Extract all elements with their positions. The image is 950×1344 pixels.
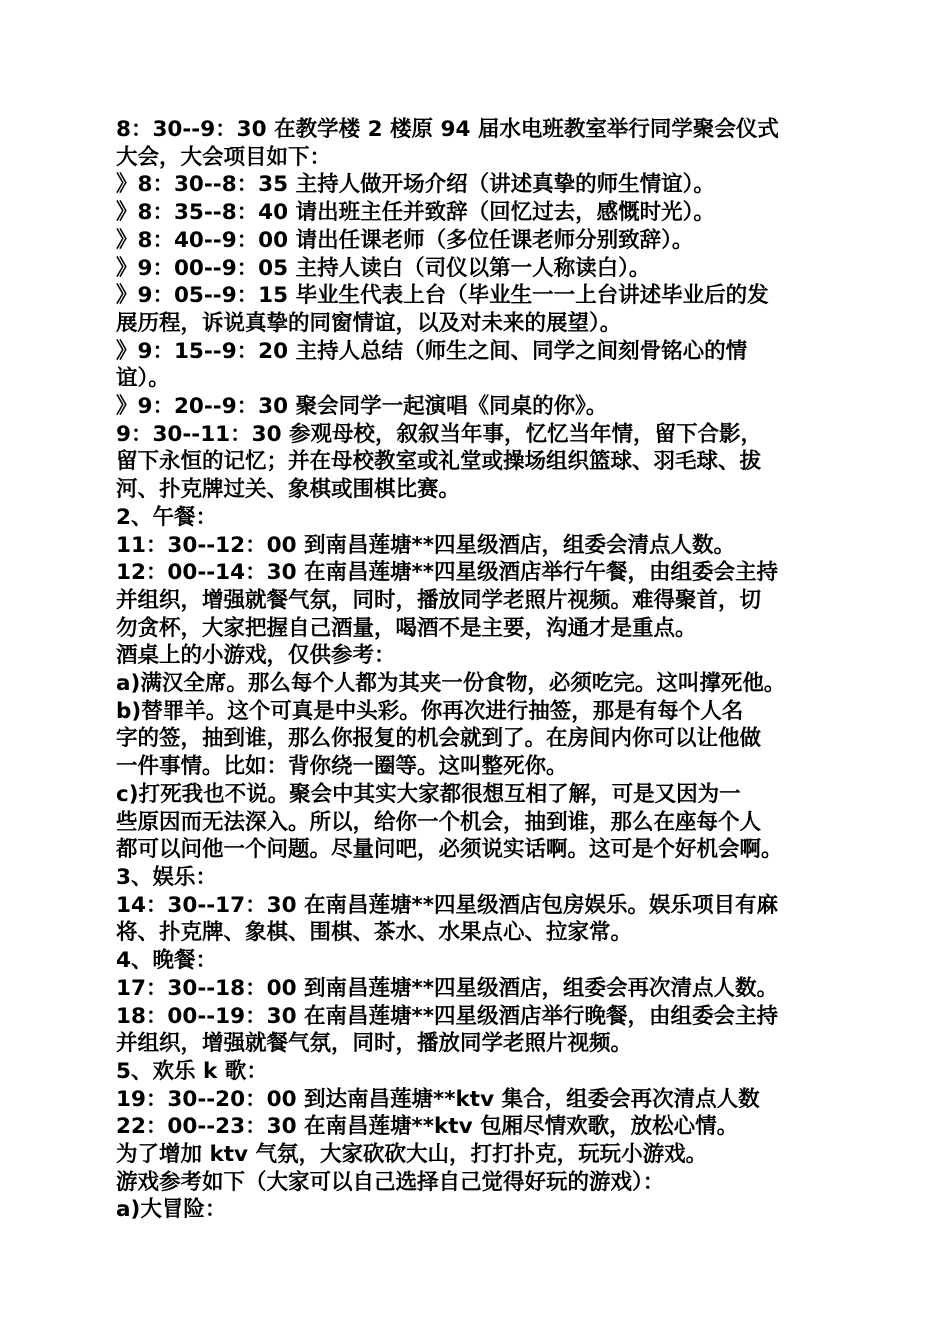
text-line: 》9：05--9：15 毕业生代表上台（毕业生一一上台讲述毕业后的发	[116, 283, 769, 309]
text-line: 19：30--20：00 到达南昌莲塘**ktv 集合，组委会再次清点人数	[116, 1086, 760, 1112]
text-line: 河、扑克牌过关、象棋或围棋比赛。	[116, 477, 461, 503]
text-line: 》9：20--9：30 聚会同学一起演唱《同桌的你》。	[116, 394, 608, 420]
text-line: 大会，大会项目如下：	[116, 144, 332, 170]
text-line: 酒桌上的小游戏，仅供参考：	[116, 643, 396, 669]
text-line: 并组织，增强就餐气氛，同时，播放同学老照片视频。难得聚首，切	[116, 587, 762, 613]
section-heading: 5、欢乐 k 歌：	[116, 1058, 268, 1084]
text-line: 》9：15--9：20 主持人总结（师生之间、同学之间刻骨铭心的情	[116, 338, 748, 364]
text-line: 字的签，抽到谁，那么你报复的机会就到了。在房间内你可以让他做	[116, 726, 762, 752]
text-line: b)替罪羊。这个可真是中头彩。你再次进行抽签，那是有每个人名	[116, 698, 744, 724]
text-line: 22：00--23：30 在南昌莲塘**ktv 包厢尽情欢歌，放松心情。	[116, 1114, 739, 1140]
text-line: 为了增加 ktv 气氛，大家砍砍大山，打打扑克，玩玩小游戏。	[116, 1142, 708, 1168]
text-line: 展历程，诉说真挚的同窗情谊，以及对未来的展望）。	[116, 310, 622, 336]
text-line: 将、扑克牌、象棋、围棋、茶水、水果点心、拉家常。	[116, 920, 633, 946]
text-line: c)打死我也不说。聚会中其实大家都很想互相了解，可是又因为一	[116, 781, 741, 807]
text-line: 勿贪杯，大家把握自己酒量，喝酒不是主要，沟通才是重点。	[116, 615, 697, 641]
text-line: a)大冒险：	[116, 1197, 227, 1223]
text-line: 留下永恒的记忆；并在母校教室或礼堂或操场组织篮球、羽毛球、拔	[116, 449, 762, 475]
document-body	[116, 116, 846, 1224]
text-line: 并组织，增强就餐气氛，同时，播放同学老照片视频。	[116, 1031, 633, 1057]
text-line: 17：30--18：00 到南昌莲塘**四星级酒店，组委会再次清点人数。	[116, 975, 778, 1001]
text-line: 》8：30--8：35 主持人做开场介绍（讲述真挚的师生情谊）。	[116, 172, 715, 198]
text-line: 8：30--9：30 在教学楼 2 楼原 94 届水电班教室举行同学聚会仪式	[116, 117, 779, 142]
section-heading: 3、娱乐：	[116, 864, 217, 890]
text-line: 谊）。	[116, 366, 170, 392]
section-heading: 2、午餐：	[116, 504, 217, 530]
text-line: 14：30--17：30 在南昌莲塘**四星级酒店包房娱乐。娱乐项目有麻	[116, 892, 778, 918]
section-heading: 4、晚餐：	[116, 948, 217, 974]
text-line: 》8：40--9：00 请出任课老师（多位任课老师分别致辞）。	[116, 227, 694, 253]
text-line: 一件事情。比如：背你绕一圈等。这叫整死你。	[116, 754, 568, 780]
text-line: a)满汉全席。那么每个人都为其夹一份食物，必须吃完。这叫撑死他。	[116, 671, 786, 697]
text-line: 都可以问他一个问题。尽量问吧，必须说实话啊。这可是个好机会啊。	[116, 837, 783, 863]
text-line: 12：00--14：30 在南昌莲塘**四星级酒店举行午餐，由组委会主持	[116, 560, 778, 586]
text-line: 》9：00--9：05 主持人读白（司仪以第一人称读白）。	[116, 255, 651, 281]
text-line: 9：30--11：30 参观母校，叙叙当年事，忆忆当年情，留下合影，	[116, 421, 763, 447]
text-line: 11：30--12：00 到南昌莲塘**四星级酒店，组委会清点人数。	[116, 532, 735, 558]
text-line: 》8：35--8：40 请出班主任并致辞（回忆过去，感慨时光）。	[116, 200, 715, 226]
text-line: 18：00--19：30 在南昌莲塘**四星级酒店举行晚餐，由组委会主持	[116, 1003, 778, 1029]
text-line: 游戏参考如下（大家可以自己选择自己觉得好玩的游戏）：	[116, 1169, 665, 1195]
text-line: 些原因而无法深入。所以，给你一个机会，抽到谁，那么在座每个人	[116, 809, 762, 835]
